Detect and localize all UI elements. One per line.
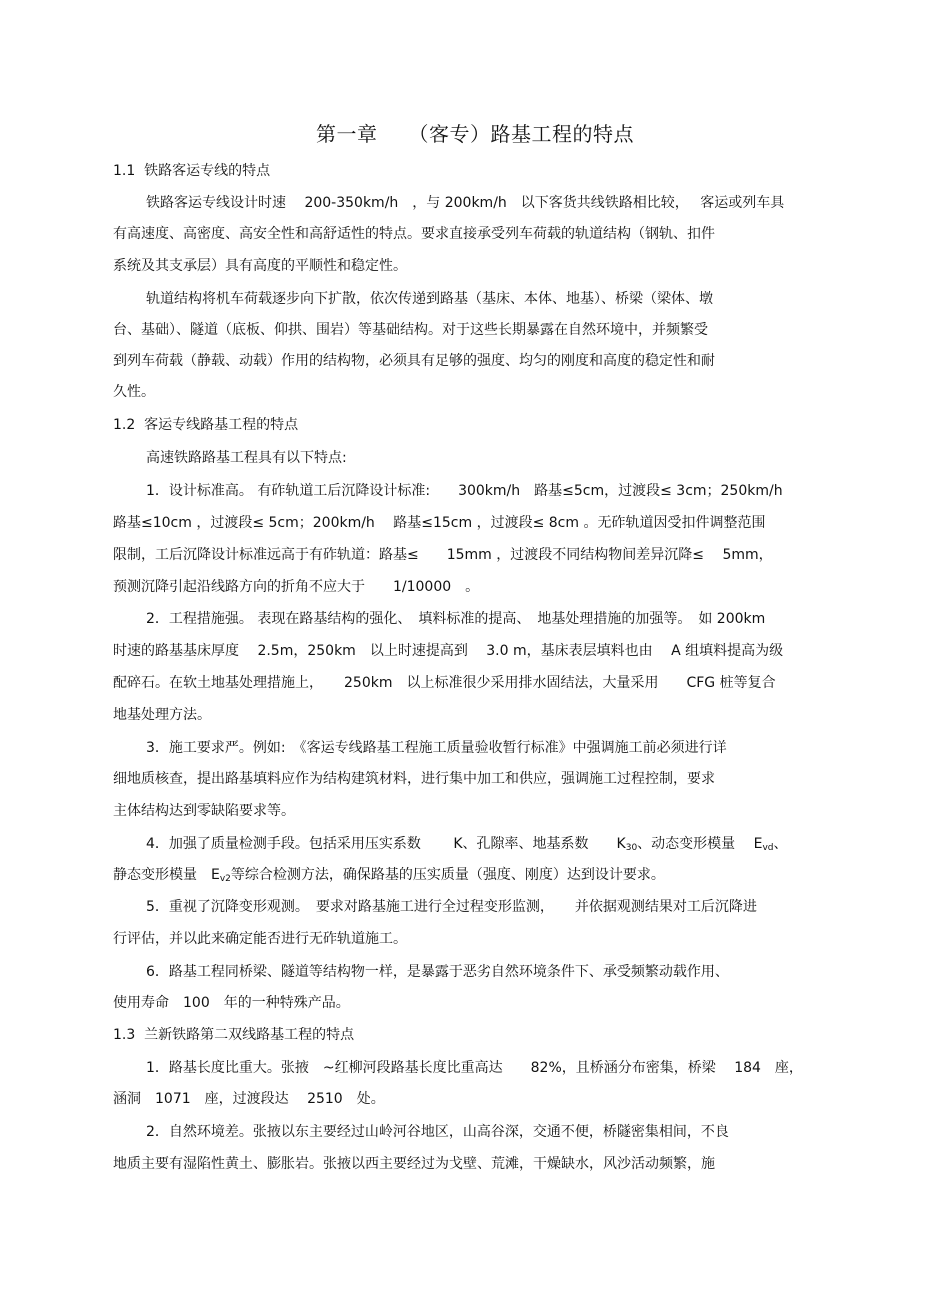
paragraph-line: 配碎石。在软土地基处理措施上， 250km 以上标准很少采用排水固结法，大量采用 CFG 桩等复合 — [113, 675, 776, 691]
subscript: v2 — [219, 874, 231, 884]
paragraph-line: 涵洞 1071 座，过渡段达 2510 处。 — [113, 1091, 385, 1107]
paragraph-line: 预测沉降引起沿线路方向的折角不应大于 1/10000 。 — [113, 579, 480, 595]
paragraph-line: 到列车荷载（静载、动载）作用的结构物，必须具有足够的强度、均匀的刚度和高度的稳定性和耐 — [113, 353, 715, 369]
paragraph-line: 6．路基工程同桥梁、隧道等结构物一样，是暴露于恶劣自然环境条件下、承受频繁动载作用、 — [146, 964, 729, 980]
text-run: 、 — [773, 836, 788, 852]
paragraph-line: 有高速度、高密度、高安全性和高舒适性的特点。要求直接承受列车荷载的轨道结构（钢轨、扣件 — [113, 226, 715, 242]
text-run: 4．加强了质量检测手段。包括采用压实系数 K、孔隙率、地基系数 K — [146, 836, 626, 852]
section-heading-1-1: 1.1 铁路客运专线的特点 — [113, 163, 271, 179]
paragraph-line: 1．路基长度比重大。张掖 ~红柳河段路基长度比重高达 82%，且桥涵分布密集，桥梁 184 座， — [146, 1060, 803, 1076]
paragraph-line: 时速的路基基床厚度 2.5m，250km 以上时速提高到 3.0 m，基床表层填料也由 A 组填料提高为级 — [113, 643, 784, 659]
paragraph-line — [146, 833, 788, 853]
paragraph-line: 轨道结构将机车荷载逐步向下扩散，依次传递到路基（基床、本体、地基）、桥梁（梁体、墩 — [146, 291, 713, 307]
paragraph-line: 细地质核查，提出路基填料应作为结构建筑材料，进行集中加工和供应，强调施工过程控制，要求 — [113, 771, 715, 787]
paragraph-line: 高速铁路路基工程具有以下特点: — [146, 450, 347, 466]
section-heading-1-3: 1.3 兰新铁路第二双线路基工程的特点 — [113, 1027, 355, 1043]
paragraph-line: 1．设计标准高。 有砟轨道工后沉降设计标准: 300km/h 路基≤5cm，过渡段≤ 3cm；250km/h — [146, 483, 783, 499]
paragraph-line: 5．重视了沉降变形观测。 要求对路基施工进行全过程变形监测， 并依据观测结果对工后沉降进 — [146, 899, 757, 915]
paragraph-line: 铁路客运专线设计时速 200-350km/h ，与 200km/h 以下客货共线铁路相比较， 客运或列车具 — [146, 195, 785, 211]
paragraph-line: 行评估，并以此来确定能否进行无砟轨道施工。 — [113, 931, 407, 947]
text-run: 、动态变形模量 E — [637, 836, 763, 852]
paragraph-line: 2．工程措施强。 表现在路基结构的强化、 填料标准的提高、 地基处理措施的加强等。 如 200km — [146, 611, 766, 627]
subscript: vd — [762, 843, 774, 853]
chapter-title: 第一章 （客专）路基工程的特点 — [316, 122, 634, 146]
paragraph-line — [113, 864, 665, 884]
paragraph-line: 使用寿命 100 年的一种特殊产品。 — [113, 995, 350, 1011]
text-run: 静态变形模量 E — [113, 867, 220, 883]
paragraph-line: 系统及其支承层）具有高度的平顺性和稳定性。 — [113, 258, 407, 274]
paragraph-line: 地基处理方法。 — [113, 707, 211, 723]
paragraph-line: 主体结构达到零缺陷要求等。 — [113, 803, 295, 819]
paragraph-line: 2．自然环境差。张掖以东主要经过山岭河谷地区，山高谷深，交通不便，桥隧密集相间，不良 — [146, 1124, 729, 1140]
paragraph-line: 路基≤10cm ，过渡段≤ 5cm；200km/h 路基≤15cm ，过渡段≤ 8cm 。无砟轨道因受扣件调整范围 — [113, 515, 766, 531]
text-run: 等综合检测方法，确保路基的压实质量（强度、刚度）达到设计要求。 — [230, 867, 665, 883]
paragraph-line: 久性。 — [113, 384, 155, 400]
subscript: 30 — [625, 843, 638, 853]
section-heading-1-2: 1.2 客运专线路基工程的特点 — [113, 417, 299, 433]
paragraph-line: 台、基础）、隧道（底板、仰拱、围岩）等基础结构。对于这些长期暴露在自然环境中，并频繁受 — [113, 322, 708, 338]
paragraph-line: 3．施工要求严。例如: 《客运专线路基工程施工质量验收暂行标准》中强调施工前必须进行详 — [146, 740, 727, 756]
paragraph-line: 限制，工后沉降设计标准远高于有砟轨道：路基≤ 15mm ，过渡段不同结构物间差异沉降≤ 5mm， — [113, 547, 773, 563]
paragraph-line: 地质主要有湿陷性黄土、膨胀岩。张掖以西主要经过为戈壁、荒滩，干燥缺水，风沙活动频繁，施 — [113, 1156, 715, 1172]
